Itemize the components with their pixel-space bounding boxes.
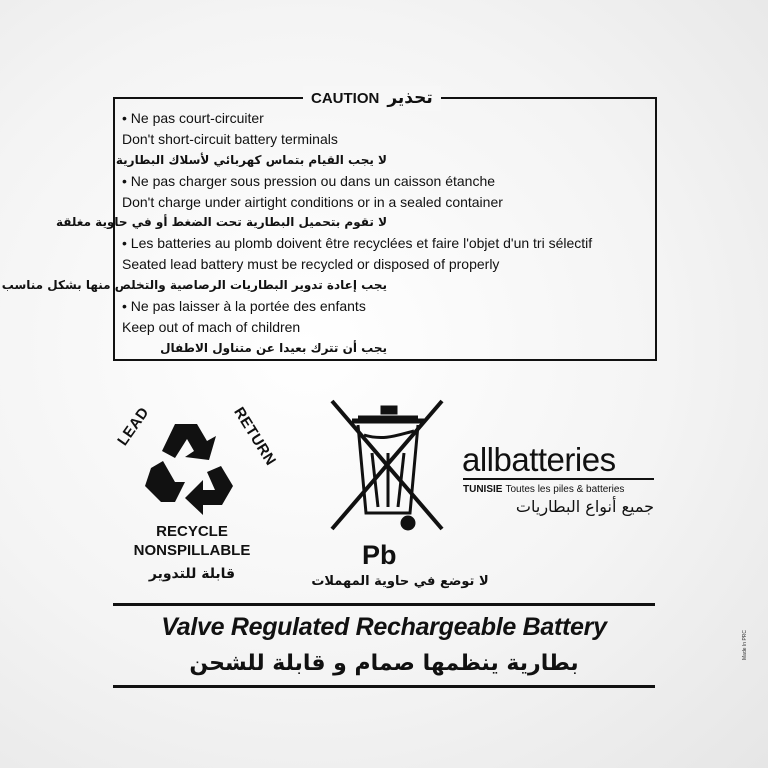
caution-title-en: CAUTION bbox=[311, 90, 380, 107]
pb-label: Pb bbox=[362, 540, 397, 570]
caution-title-ar: تحذير bbox=[387, 88, 433, 108]
recycle-line2: NONSPILLABLE bbox=[133, 542, 251, 559]
brand-tagline: Toutes les piles & batteries bbox=[505, 484, 625, 495]
brand-arabic: جميع أنواع البطاريات bbox=[515, 497, 654, 516]
product-title-en: Valve Regulated Rechargeable Battery bbox=[161, 613, 607, 641]
top-divider bbox=[113, 603, 655, 606]
crossed-bin-icon bbox=[324, 395, 452, 537]
caution-line: • Ne pas laisser à la portée des enfants bbox=[122, 298, 366, 315]
caution-line-arabic: لا تقوم بتحميل البطارية تحت الضغط أو في حاوية مغلقة bbox=[55, 215, 387, 230]
caution-line: • Ne pas charger sous pression ou dans un caisson étanche bbox=[122, 172, 496, 189]
brand-country: TUNISIE bbox=[463, 484, 503, 495]
recycle-line1: RECYCLE bbox=[156, 523, 228, 540]
brand-divider bbox=[463, 478, 654, 480]
made-in-label: Made In PRC bbox=[742, 629, 748, 660]
caution-line-arabic: يجب إعادة تدوير البطاريات الرصاصية والتخلص منها بشكل مناسب bbox=[1, 278, 387, 293]
caution-line: Don't short-circuit battery terminals bbox=[122, 130, 338, 147]
caution-line-arabic: يجب أن تترك بعيدا عن متناول الاطفال bbox=[160, 340, 387, 355]
recycle-text bbox=[100, 522, 284, 560]
brand-name: allbatteries bbox=[462, 441, 616, 478]
recycle-arabic: قابلة للتدوير bbox=[148, 566, 236, 582]
brand-subline bbox=[463, 484, 624, 495]
recycle-icon bbox=[137, 410, 247, 520]
bottom-divider bbox=[113, 685, 655, 688]
caution-line: Seated lead battery must be recycled or disposed of properly bbox=[122, 256, 500, 273]
caution-line: Keep out of mach of children bbox=[122, 318, 301, 335]
caution-line: • Ne pas court-circuiter bbox=[122, 110, 264, 126]
caution-line: Don't charge under airtight conditions or in a sealed container bbox=[122, 193, 503, 210]
caution-lines bbox=[1, 108, 652, 359]
bin-arabic: لا توضع في حاوية المهملات bbox=[311, 574, 489, 589]
product-title-ar: بطارية ينظمها صمام و قابلة للشحن bbox=[189, 651, 579, 676]
caution-line-arabic: لا يجب القيام بتماس كهربائي لأسلاك البطارية bbox=[115, 152, 387, 167]
return-label: RETURN bbox=[230, 404, 280, 469]
lead-label: LEAD bbox=[114, 404, 153, 449]
caution-line: • Les batteries au plomb doivent être recyclées et faire l'objet d'un tri sélectif bbox=[122, 235, 593, 252]
